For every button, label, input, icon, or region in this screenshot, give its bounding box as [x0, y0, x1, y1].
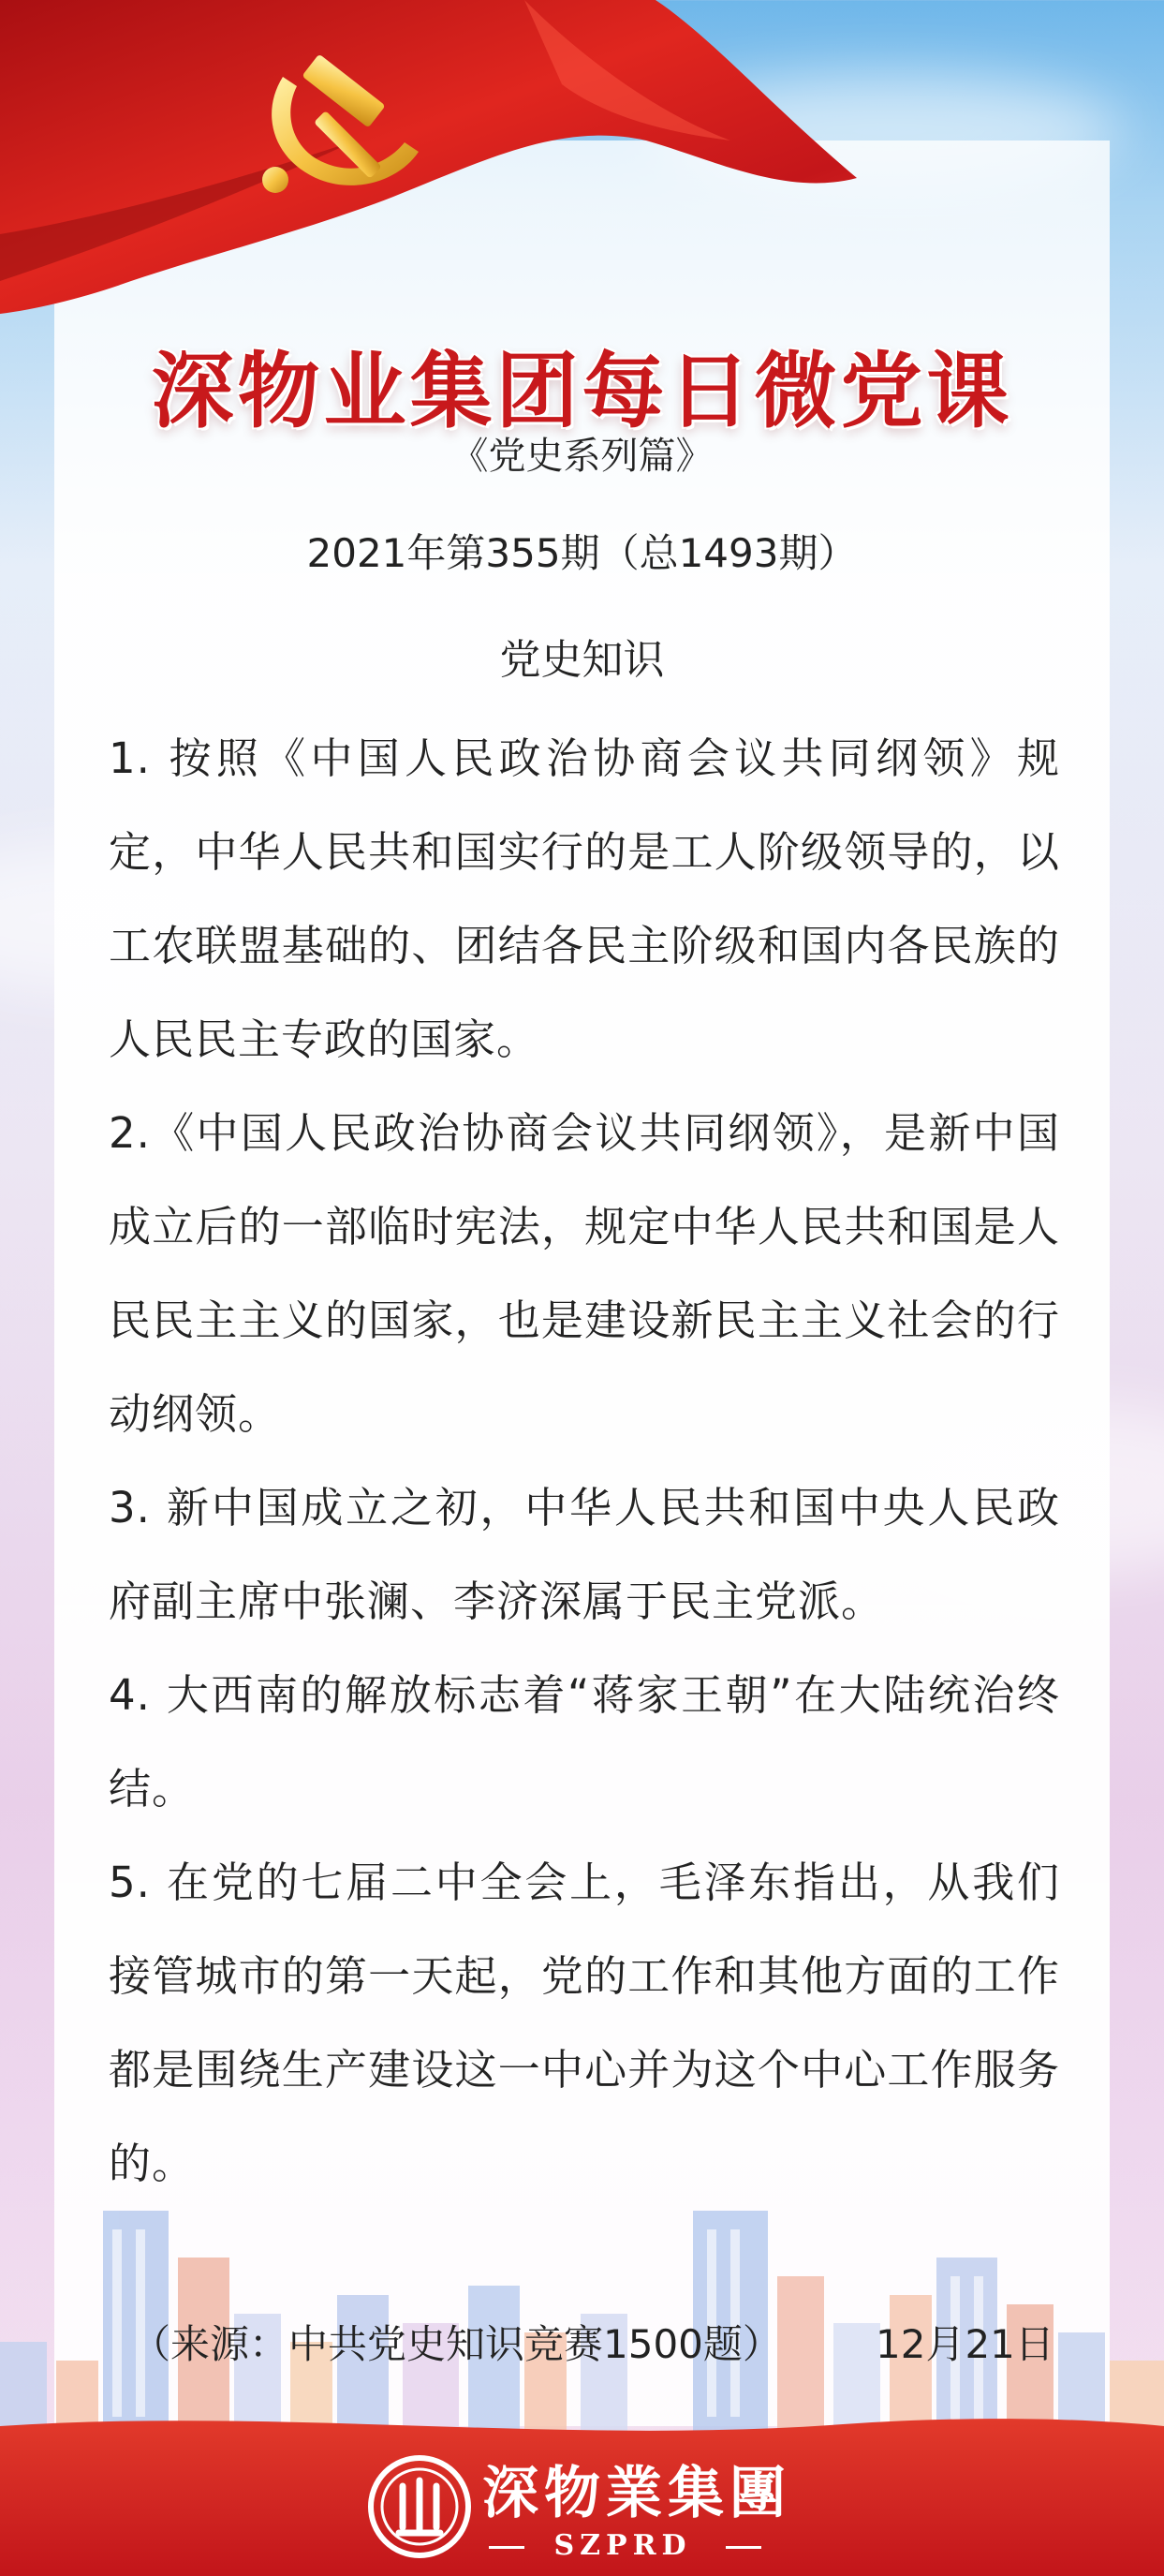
brand-latin: SZPRD	[553, 2529, 692, 2562]
page-title: 深物业集团每日微党课	[151, 342, 1013, 439]
brand-name: 深物業集團	[482, 2461, 791, 2526]
section-heading: 党史知识	[499, 636, 665, 684]
knowledge-item: 4. 大西南的解放标志着“蒋家王朝”在大陆统治终结。	[109, 1670, 1060, 1814]
knowledge-item: 1. 按照《中国人民政治协商会议共同纲领》规定，中华人民共和国实行的是工人阶级领导的，以工农联盟基础的、团结各民主阶级和国内各民族的人民民主专政的国家。	[109, 733, 1060, 1064]
issue-number: 2021年第355期（总1493期）	[306, 530, 858, 576]
knowledge-item: 3. 新中国成立之初，中华人民共和国中央人民政府副主席中张澜、李济深属于民主党派。	[109, 1483, 1060, 1626]
page-subtitle: 《党史系列篇》	[450, 435, 714, 478]
knowledge-item: 5. 在党的七届二中全会上，毛泽东指出，从我们接管城市的第一天起，党的工作和其他方面的工作都是围绕生产建设这一中心并为这个中心工作服务的。	[109, 1858, 1060, 2188]
knowledge-item: 2.《中国人民政治协商会议共同纲领》，是新中国成立后的一部临时宪法，规定中华人民共和国是人民民主主义的国家，也是建设新民主主义社会的行动纲领。	[109, 1108, 1060, 1439]
party-emblem-icon	[245, 39, 442, 199]
knowledge-list	[109, 712, 1060, 2211]
szprd-logo-icon	[367, 2454, 472, 2559]
publish-date: 12月21日	[876, 2321, 1054, 2367]
source-note: （来源：中共党史知识竞赛1500题）	[131, 2321, 782, 2367]
brand-divider	[726, 2546, 761, 2549]
